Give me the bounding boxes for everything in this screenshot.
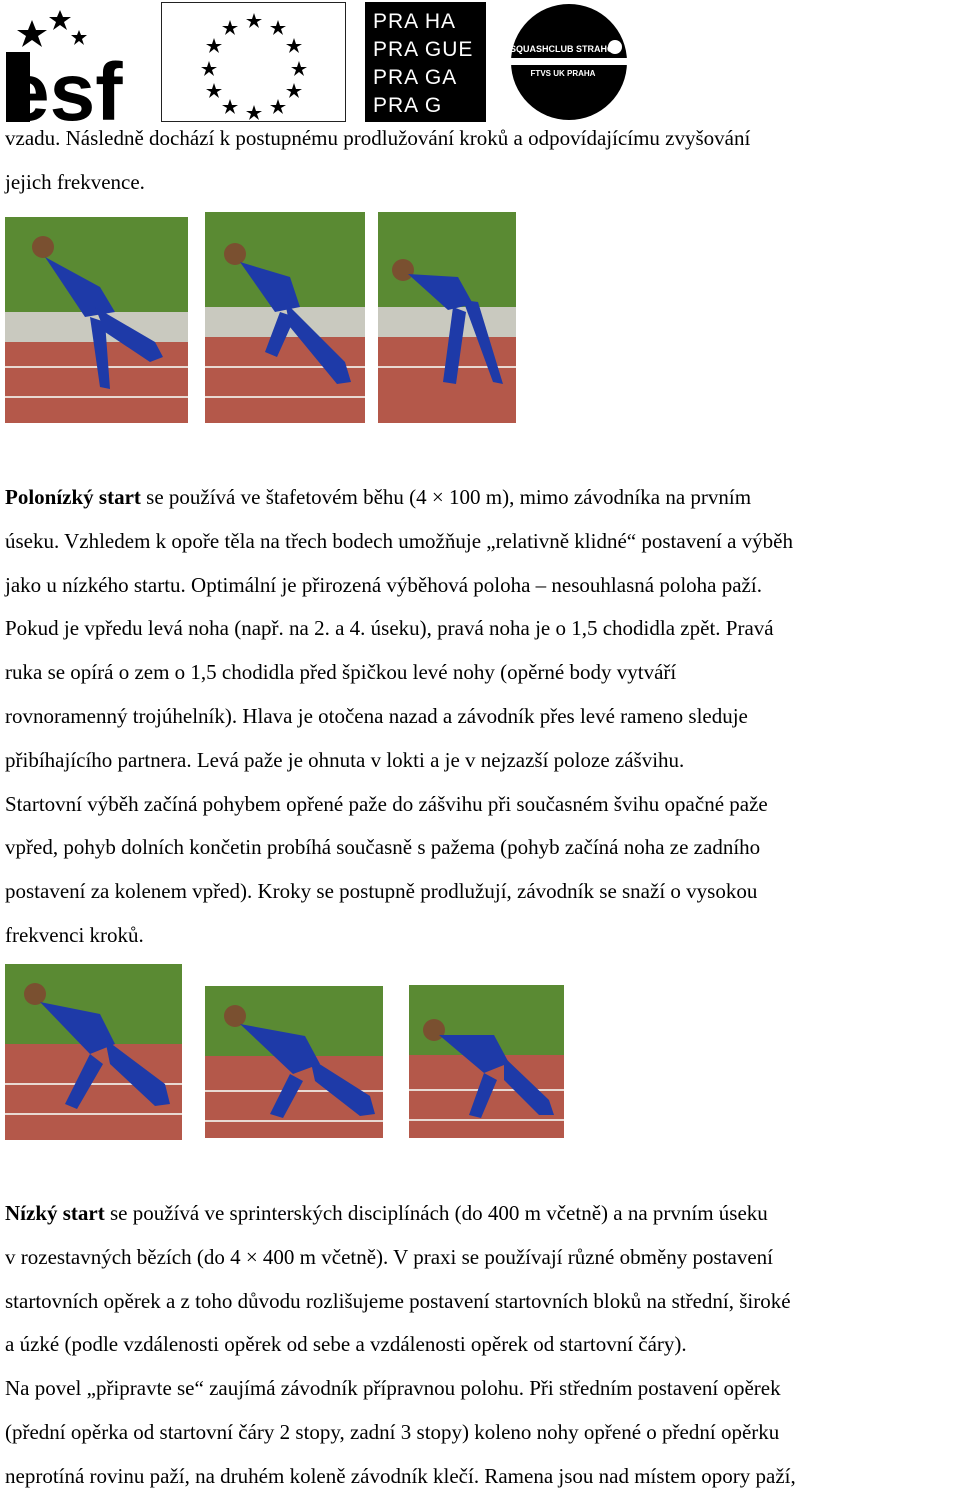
eu-flag-logo <box>161 2 346 122</box>
text-line: v rozestavných bězích (do 4 × 400 m včetně). V praxi se používají různé obměny postavení <box>5 1244 774 1269</box>
nizky-paragraph <box>5 1192 960 1499</box>
text-line: Pokud je vpředu levá noha (např. na 2. a 4. úseku), pravá noha je o 1,5 chodidla zpět. Pravá <box>5 616 774 641</box>
logo-strip <box>0 0 960 124</box>
text-line: úseku. Vzhledem k opoře těla na třech bodech umožňuje „relativně klidné“ postavení a výběh <box>5 528 793 553</box>
text-line: přibíhajícího partnera. Levá paže je ohnuta v lokti a je v nejzazší poloze zášvihu. <box>5 747 685 772</box>
praha-line-2: PRA GUE <box>373 38 474 61</box>
text-line: jako u nízkého startu. Optimální je přirozená výběhová poloha – nesouhlasná poloha paží. <box>5 572 762 597</box>
text-line: frekvenci kroků. <box>5 922 144 947</box>
esf-logo <box>2 2 144 122</box>
intro-paragraph <box>5 117 960 205</box>
text-line: startovních opěrek a z toho důvodu rozlišujeme postavení startovních bloků na střední, široké <box>5 1288 791 1313</box>
text-line: se používá ve štafetovém běhu (4 × 100 m), mimo závodníka na prvním <box>140 485 752 509</box>
praha-line-3: PRA GA <box>373 66 458 89</box>
praha-logo <box>365 2 486 122</box>
text-line: vpřed, pohyb dolních končetin probíhá současně s pažema (pohyb začíná noha ze zadního <box>5 835 761 860</box>
photo-semi-crouch-start-3 <box>409 985 564 1138</box>
polonizky-paragraph <box>5 476 960 958</box>
praha-line-1: PRA HA <box>373 10 457 33</box>
text-line: se používá ve sprinterských disciplínách (do 400 m včetně) a na prvním úseku <box>104 1201 768 1225</box>
praha-line-4: PRA G <box>373 94 443 117</box>
photo-semi-crouch-start-2 <box>205 986 383 1138</box>
photo-standing-start-2 <box>205 212 365 423</box>
term-nizky-start: Nízký start <box>5 1201 105 1225</box>
photo-standing-start-3 <box>378 212 516 423</box>
term-polonizky-start: Polonízký start <box>5 485 141 509</box>
text-line: postavení za kolenem vpřed). Kroky se postupně prodlužují, závodník se snaží o vysokou <box>5 879 758 904</box>
text-line: ruka se opírá o zem o 1,5 chodidla před špičkou levé nohy (opěrné body vytváří <box>5 660 677 685</box>
svg-text:FTVS UK PRAHA: FTVS UK PRAHA <box>530 69 596 78</box>
text-line: a úzké (podle vzdálenosti opěrek od sebe a vzdálenosti opěrek od startovní čáry). <box>5 1332 687 1357</box>
photo-standing-start-1 <box>5 217 188 423</box>
squashclub-logo <box>503 2 636 122</box>
text-line: (přední opěrka od startovní čáry 2 stopy, zadní 3 stopy) koleno nohy opřené o přední opěrku <box>5 1419 780 1444</box>
text-line: rovnoramenný trojúhelník). Hlava je otočena nazad a závodník přes levé rameno sleduje <box>5 703 748 728</box>
text-line: Startovní výběh začíná pohybem opřené paže do zášvihu při současném švihu opačné paže <box>5 791 768 816</box>
text-line: neprotíná rovinu paží, na druhém koleně závodník klečí. Ramena jsou nad místem opory paží, <box>5 1463 796 1488</box>
text-line: jejich frekvence. <box>5 169 145 194</box>
text-line: vzadu. Následně dochází k postupnému prodlužování kroků a odpovídajícímu zvyšování <box>5 126 751 150</box>
svg-text:esf: esf <box>4 47 123 122</box>
text-line: Na povel „připravte se“ zaujímá závodník přípravnou polohu. Při středním postavení opěrek <box>5 1376 781 1401</box>
photo-semi-crouch-start-1 <box>5 964 182 1140</box>
svg-text:SQUASHCLUB STRAHOV: SQUASHCLUB STRAHOV <box>509 44 621 54</box>
